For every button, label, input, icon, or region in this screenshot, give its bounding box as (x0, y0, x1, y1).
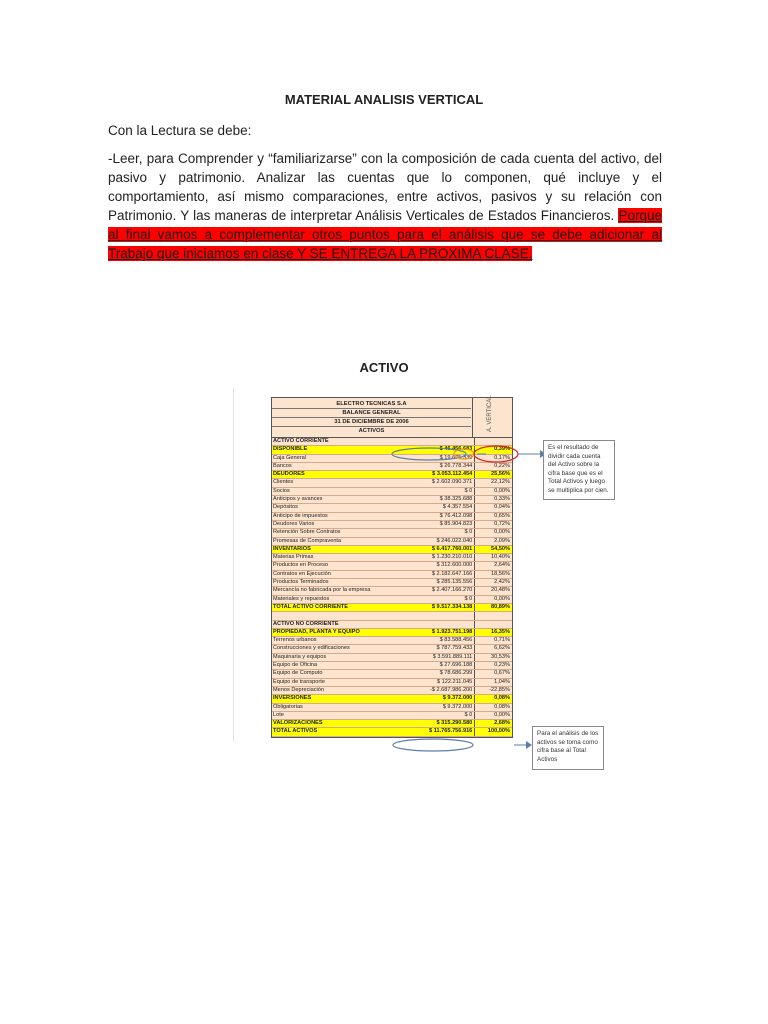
vertical-pct-cell: 1,04% (474, 679, 512, 686)
account-name-cell: Productos en Proceso (273, 562, 329, 569)
vertical-pct-cell: 0,00% (474, 529, 512, 536)
vertical-header: A. VERTICAL (472, 398, 512, 437)
disponible-value-circle (454, 449, 474, 459)
account-name-cell: DEUDORES (273, 471, 305, 478)
vertical-pct-cell: 0,71% (474, 637, 512, 644)
vertical-pct-cell: 0,08% (474, 695, 512, 702)
vertical-pct-cell: 2,64% (474, 562, 512, 569)
account-name-cell: Deudores Varios (273, 520, 315, 527)
account-name-cell: Equipo de Computo (273, 670, 323, 677)
account-value-cell: $ 2.182.647.166 (431, 570, 473, 577)
vertical-pct-cell: 2,09% (474, 538, 512, 545)
account-name-cell: Construcciones y edificaciones (273, 645, 350, 652)
category-name: ACTIVOS (358, 428, 385, 434)
account-name-cell: TOTAL ACTIVO CORRIENTE (273, 603, 348, 610)
vertical-pct-cell: 2,42% (474, 579, 512, 586)
account-value-cell: -$ 2.687.986.200 (429, 686, 473, 693)
vertical-pct-cell: 0,00% (474, 488, 512, 495)
account-name-cell: ACTIVO NO CORRIENTE (273, 620, 339, 627)
account-name-cell: DISPONIBLE (273, 446, 308, 453)
account-value-cell: $ 78.686.299 (439, 670, 473, 677)
account-name-cell: Materiales y repuestos (273, 595, 330, 602)
account-value-cell: $ 3.591.889.111 (432, 653, 473, 660)
page-title: MATERIAL ANALISIS VERTICAL (284, 92, 484, 107)
vertical-pct-cell: 6,62% (474, 645, 512, 652)
vertical-pct-cell: 0,23% (474, 662, 512, 669)
account-name-cell: Menos Depreciación (273, 686, 324, 693)
vertical-pct-cell: 0,00% (474, 596, 512, 603)
account-value-cell: $ 9.517.334.138 (431, 603, 473, 610)
vertical-pct-cell: 0,08% (474, 704, 512, 711)
section-title: ACTIVO (359, 360, 409, 375)
vertical-pct-cell: 54,50% (474, 546, 512, 553)
account-name-cell: Terrenos urbanos (273, 637, 317, 644)
vertical-pct-cell: 22,12% (474, 479, 512, 486)
vertical-pct-cell: 0,22% (474, 463, 512, 470)
account-name-cell: Anticipos y avances (273, 496, 323, 503)
account-value-cell: $ 19.675.339 (439, 454, 473, 461)
account-name-cell: Equipo de transporte (273, 678, 325, 685)
account-value-cell: $ 1.230.210.010 (431, 554, 473, 561)
paragraph-highlight: Porque al final vamos a complementar otros puntos para el análisis que se debe adicionar al Trabajo que iniciamos en clase Y SE ENTREGA LA PROXIMA CLASE. (108, 208, 662, 261)
account-value-cell: $ 11.765.756.916 (429, 728, 473, 735)
account-name-cell: Caja General (273, 454, 306, 461)
account-value-cell: $ 0 (464, 711, 473, 718)
vertical-pct-cell: 30,53% (474, 654, 512, 661)
account-value-cell: $ 38.325.688 (439, 496, 473, 503)
account-value-cell: $ 27.696.188 (439, 662, 473, 669)
vertical-pct-cell: 0,00% (474, 712, 512, 719)
account-name-cell: Lote (273, 711, 284, 718)
vertical-pct-cell: 2,68% (474, 720, 512, 727)
account-value-cell: $ 6.417.760.001 (431, 545, 473, 552)
account-name-cell: Productos Terminados (273, 579, 329, 586)
account-value-cell: $ 1.923.751.198 (431, 628, 473, 635)
vertical-pct-cell: 18,56% (474, 571, 512, 578)
account-value-cell: $ 0 (464, 595, 473, 602)
account-value-cell: $ 122.211.045 (436, 678, 473, 685)
account-value-cell: $ 3.053.112.454 (432, 471, 473, 478)
disponible-value-ellipse (392, 448, 466, 460)
vertical-pct-cell: -22,85% (474, 687, 512, 694)
account-name-cell: Retención Sobre Contratos (273, 529, 341, 536)
account-name-cell: TOTAL ACTIVOS (273, 728, 318, 735)
company-name: ELECTRO TECNICAS S.A (272, 400, 471, 409)
vertical-pct-cell: 80,89% (474, 604, 512, 611)
account-name-cell: Equipo de Oficina (273, 662, 318, 669)
account-name-cell: Depósitos (273, 504, 298, 511)
account-value-cell: $ 76.412.098 (439, 512, 473, 519)
account-name-cell: PROPIEDAD, PLANTA Y EQUIPO (273, 628, 360, 635)
account-value-cell: $ 315.290.580 (436, 720, 473, 727)
account-name-cell: INVENTARIOS (273, 545, 311, 552)
account-name-cell: Mercancía no fabricada por la empresa (273, 587, 371, 594)
account-value-cell: $ 312.600.000 (436, 562, 473, 569)
account-name-cell: Maquinaria y equipos (273, 653, 327, 660)
vertical-pct-cell: 0,04% (474, 504, 512, 511)
vertical-pct-cell: 10,40% (474, 554, 512, 561)
vertical-pct-cell: 0,67% (474, 670, 512, 677)
account-name-cell: Bancos (273, 462, 292, 469)
account-value-cell: $ 9.372.000 (442, 695, 473, 702)
account-value-cell: $ 246.022.040 (436, 537, 473, 544)
vertical-pct-cell: 100,00% (474, 728, 512, 735)
total-value-ellipse (393, 739, 473, 751)
report-date: 31 DE DICIEMBRE DE 2006 (272, 418, 471, 427)
account-name-cell: VALORIZACIONES (273, 720, 323, 727)
account-name-cell: Obligatorias (273, 703, 303, 710)
account-value-cell: $ 4.357.554 (442, 504, 473, 511)
account-name-cell: Clientes (273, 479, 294, 486)
account-name-cell: INVERSIONES (273, 695, 312, 702)
account-value-cell: $ 46.456.683 (439, 446, 473, 453)
paragraph-text: -Leer, para Comprender y “familiarizarse” con la composición de cada cuenta del activo, del pasivo y patrimonio. Analizar las cuentas que lo componen, qué incluye y el comportamiento, así mismo comparaciones, entre activos, pasivos y su relación con Patrimonio. Y las maneras de interpretar Análisis Verticales de Estados Financieros. (108, 151, 662, 223)
account-value-cell: $ 2.407.166.270 (431, 587, 473, 594)
vertical-pct-cell: 20,48% (474, 587, 512, 594)
account-name-cell: ACTIVO CORRIENTE (273, 438, 329, 444)
vertical-pct-cell: 0,65% (474, 513, 512, 520)
vertical-pct-cell: 0,72% (474, 521, 512, 528)
account-value-cell: $ 787.759.433 (436, 645, 473, 652)
vertical-pct-cell: 16,35% (474, 629, 512, 636)
vertical-pct-cell: 0,39% (474, 446, 512, 453)
vertical-pct-cell: 25,56% (474, 471, 512, 478)
account-name-cell: Materias Primas (273, 554, 314, 561)
account-value-cell: $ 85.904.823 (439, 520, 473, 527)
account-value-cell: $ 9.372.000 (442, 703, 473, 710)
account-name-cell: Promesas de Compraventa (273, 537, 342, 544)
account-name-cell: Anticipo de impuestos (273, 512, 328, 519)
account-name-cell: Contratos en Ejecución (273, 570, 331, 577)
vertical-pct-cell: 0,33% (474, 496, 512, 503)
account-value-cell: $ 26.778.344 (439, 462, 473, 469)
vertical-pct-cell: 0,17% (474, 455, 512, 462)
intro-text: Con la Lectura se debe: (108, 123, 252, 138)
account-value-cell: $ 0 (464, 487, 473, 494)
note-base-figure: Para el análisis de los activos se toma como cifra base al Total Activos (532, 726, 604, 770)
account-value-cell: $ 2.602.090.371 (431, 479, 473, 486)
account-value-cell: $ 0 (464, 529, 473, 536)
account-value-cell: $ 83.588.456 (439, 637, 473, 644)
account-value-cell: $ 285.135.556 (436, 579, 473, 586)
report-name: BALANCE GENERAL (272, 409, 471, 418)
note-vertical-analysis: Es el resultado de dividir cada cuenta del Activo sobre la cifra base que es el Total Activos y luego se multiplica por cien. (543, 440, 615, 500)
account-name-cell: Socios (273, 487, 290, 494)
